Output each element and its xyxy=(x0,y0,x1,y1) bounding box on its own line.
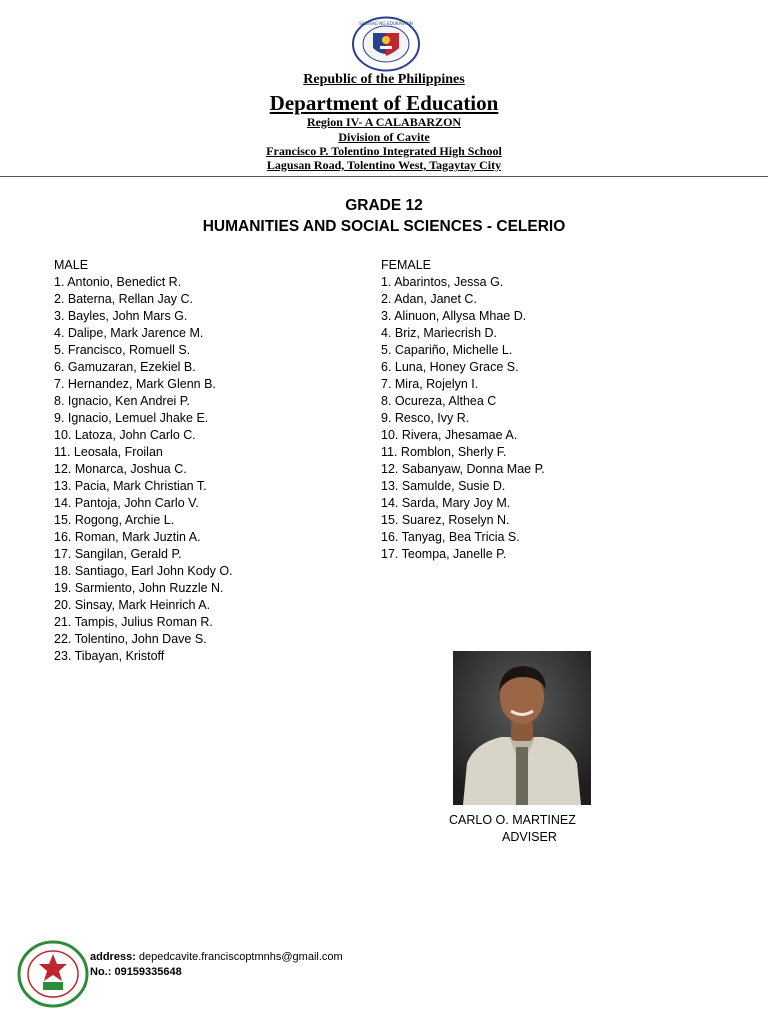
list-item: 9. Resco, Ivy R. xyxy=(381,411,470,425)
list-item: 17. Sangilan, Gerald P. xyxy=(54,547,182,561)
school-heading: Francisco P. Tolentino Integrated High School xyxy=(266,144,502,158)
female-heading: FEMALE xyxy=(381,258,432,272)
footer-email-line xyxy=(90,951,343,963)
list-item: 3. Bayles, John Mars G. xyxy=(54,309,188,323)
list-item: 13. Samulde, Susie D. xyxy=(381,479,506,493)
division-heading: Division of Cavite xyxy=(338,130,430,144)
adviser-role: ADVISER xyxy=(502,830,557,844)
list-item: 10. Latoza, John Carlo C. xyxy=(54,428,196,442)
list-item: 19. Sarmiento, John Ruzzle N. xyxy=(54,581,224,595)
deped-seal-icon xyxy=(351,16,421,72)
list-item: 8. Ocureza, Althea C xyxy=(381,394,497,408)
school-logo-icon xyxy=(17,940,89,1008)
list-item: 12. Sabanyaw, Donna Mae P. xyxy=(381,462,545,476)
list-item: 9. Ignacio, Lemuel Jhake E. xyxy=(54,411,209,425)
list-item: 2. Adan, Janet C. xyxy=(381,292,477,306)
male-list xyxy=(54,257,233,665)
list-item: 16. Roman, Mark Juztin A. xyxy=(54,530,201,544)
phone-value: 09159335648 xyxy=(114,966,182,978)
list-item: 5. Capariño, Michelle L. xyxy=(381,343,513,357)
list-item: 15. Suarez, Roselyn N. xyxy=(381,513,510,527)
seal-lettering: SAGISAG NG EDUKASYON xyxy=(359,21,413,26)
phone-label: No.: xyxy=(90,966,112,978)
department-heading: Department of Education xyxy=(269,91,499,115)
region-heading: Region IV- A CALABARZON xyxy=(306,115,462,129)
list-item: 11. Romblon, Sherly F. xyxy=(381,445,507,459)
list-item: 2. Baterna, Rellan Jay C. xyxy=(54,292,193,306)
adviser-photo xyxy=(453,651,591,805)
list-item: 6. Luna, Honey Grace S. xyxy=(381,360,519,374)
header-divider xyxy=(0,176,768,177)
list-item: 13. Pacia, Mark Christian T. xyxy=(54,479,207,493)
list-item: 3. Alinuon, Allysa Mhae D. xyxy=(381,309,527,323)
list-item: 16. Tanyag, Bea Tricia S. xyxy=(381,530,520,544)
list-item: 7. Mira, Rojelyn I. xyxy=(381,377,479,391)
portrait-image xyxy=(453,651,591,805)
email-label: address: xyxy=(90,951,136,963)
list-item: 10. Rivera, Jhesamae A. xyxy=(381,428,518,442)
list-item: 4. Briz, Mariecrish D. xyxy=(381,326,497,340)
list-item: 20. Sinsay, Mark Heinrich A. xyxy=(54,598,211,612)
list-item: 4. Dalipe, Mark Jarence M. xyxy=(54,326,204,340)
list-item: 14. Sarda, Mary Joy M. xyxy=(381,496,511,510)
male-heading: MALE xyxy=(54,258,89,272)
list-item: 18. Santiago, Earl John Kody O. xyxy=(54,564,233,578)
list-item: 6. Gamuzaran, Ezekiel B. xyxy=(54,360,196,374)
grade-title: GRADE 12 xyxy=(345,197,423,214)
email-value[interactable]: depedcavite.franciscoptmnhs@gmail.com xyxy=(138,951,343,963)
female-list xyxy=(381,257,545,563)
list-item: 7. Hernandez, Mark Glenn B. xyxy=(54,377,216,391)
list-item: 5. Francisco, Romuell S. xyxy=(54,343,191,357)
footer-phone-line xyxy=(90,966,182,978)
strand-title: HUMANITIES AND SOCIAL SCIENCES - CELERIO xyxy=(202,218,566,235)
republic-heading: Republic of the Philippines xyxy=(303,72,465,87)
list-item: 8. Ignacio, Ken Andrei P. xyxy=(54,394,190,408)
list-item: 12. Monarca, Joshua C. xyxy=(54,462,187,476)
list-item: 21. Tampis, Julius Roman R. xyxy=(54,615,213,629)
school-address: Lagusan Road, Tolentino West, Tagaytay City xyxy=(266,158,502,172)
list-item: 1. Abarintos, Jessa G. xyxy=(381,275,504,289)
list-item: 14. Pantoja, John Carlo V. xyxy=(54,496,199,510)
list-item: 23. Tibayan, Kristoff xyxy=(54,649,165,663)
list-item: 22. Tolentino, John Dave S. xyxy=(54,632,207,646)
adviser-name: CARLO O. MARTINEZ xyxy=(449,813,576,827)
list-item: 11. Leosala, Froilan xyxy=(54,445,163,459)
list-item: 17. Teompa, Janelle P. xyxy=(381,547,507,561)
list-item: 1. Antonio, Benedict R. xyxy=(54,275,182,289)
list-item: 15. Rogong, Archie L. xyxy=(54,513,175,527)
